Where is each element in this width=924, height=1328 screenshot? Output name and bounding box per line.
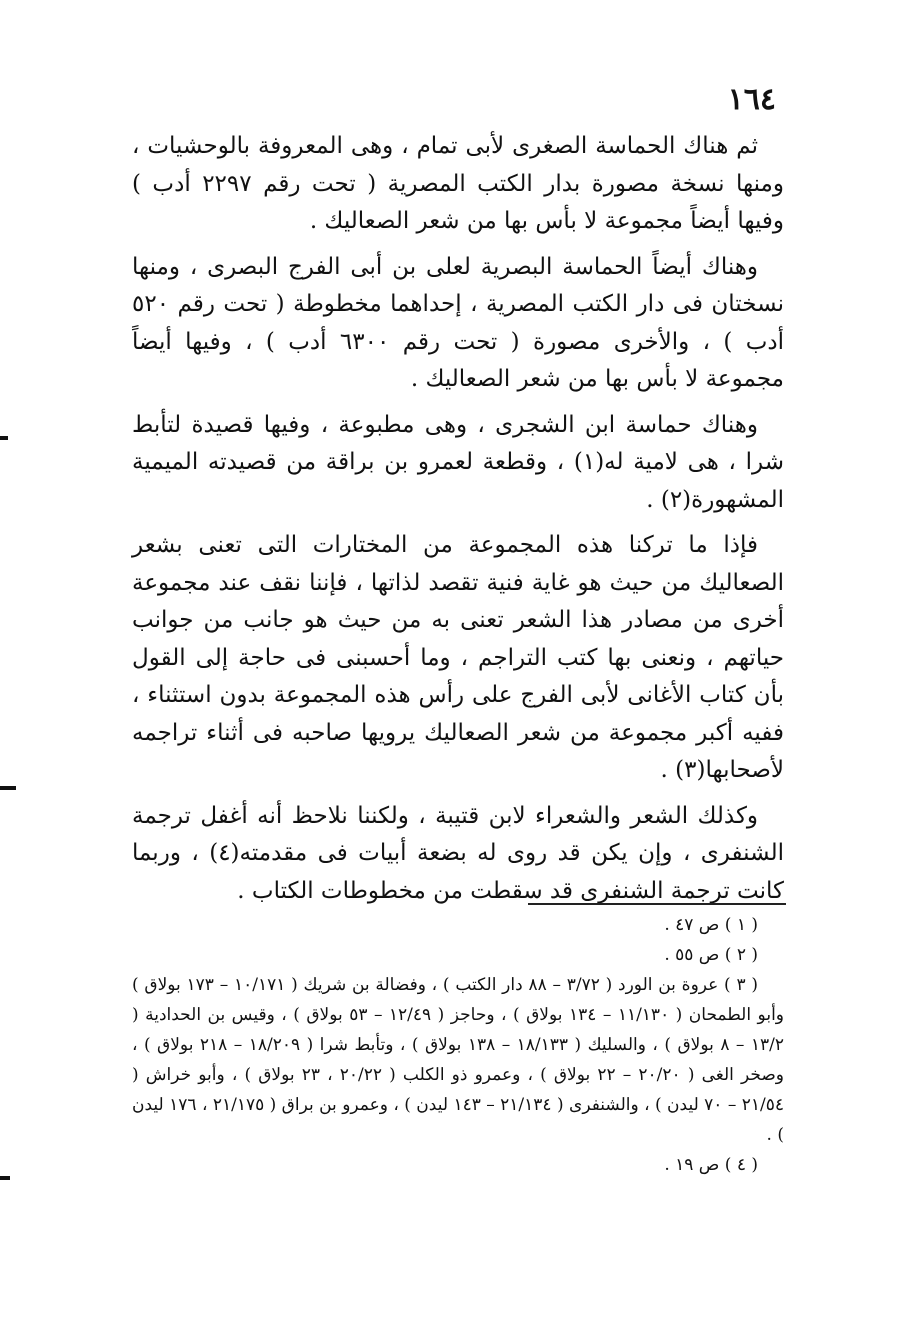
main-text <box>132 128 784 918</box>
page-number: ١٦٤ <box>727 82 776 117</box>
footnote-1: ( ١ ) ص ٤٧ . <box>664 915 758 935</box>
paragraph-1: ثم هناك الحماسة الصغرى لأبى تمام ، وهى المعروفة بالوحشيات ، ومنها نسخة مصورة بدار الكتب المصرية ( تحت رقم ٢٢٩٧ أدب ) وفيها أيضاً مجموعة لا بأس بها من شعر الصعاليك . <box>132 133 784 234</box>
footnote-separator <box>528 903 786 905</box>
footnote-2: ( ٢ ) ص ٥٥ . <box>664 945 758 965</box>
footnote-3: ( ٣ ) عروة بن الورد ( ٣/٧٢ – ٨٨ دار الكتب ) ، وفضالة بن شريك ( ١٠/١٧١ – ١٧٣ بولاق ) وأبو الطمحان ( ١١/١٣٠ – ١٣٤ بولاق ) ، وحاجز ( ١٢/٤٩ – ٥٣ بولاق ) ، وقيس بن الحدادية ( ١٣/٢ – ٨ بولاق ) ، والسليك ( ١٨/١٣٣ – ١٣٨ بولاق ) ، وتأبط شرا ( ١٨/٢٠٩ – ٢١٨ بولاق ) ، وصخر الغى ( ٢٠/٢٠ – ٢٢ بولاق ) ، وعمرو ذو الكلب ( ٢٠/٢٢ ، ٢٣ بولاق ) ، وأبو خراش ( ٢١/٥٤ – ٧٠ ليدن ) ، والشنفرى ( ٢١/١٣٤ – ١٤٣ ليدن ) ، وعمرو بن براق ( ٢١/١٧٥ ، ١٧٦ ليدن ) . <box>132 975 785 1145</box>
footnotes <box>132 910 784 1180</box>
scan-edge-mark <box>0 1176 10 1180</box>
footnote-4: ( ٤ ) ص ١٩ . <box>664 1155 758 1175</box>
paragraph-3: وهناك حماسة ابن الشجرى ، وهى مطبوعة ، وفيها قصيدة لتأبط شرا ، هى لامية له(١) ، وقطعة لعمرو بن براقة من قصيدته الميمية المشهورة(٢) . <box>132 411 785 513</box>
paragraph-5: وكذلك الشعر والشعراء لابن قتيبة ، ولكننا نلاحظ أنه أغفل ترجمة الشنفرى ، وإن يكن قد روى له بضعة أبيات فى مقدمته(٤) ، وربما كانت ترجمة الشنفرى قد سقطت من مخطوطات الكتاب . <box>132 802 784 904</box>
scan-edge-mark <box>0 436 8 440</box>
scan-edge-mark <box>0 786 16 790</box>
paragraph-4: فإذا ما تركنا هذه المجموعة من المختارات التى تعنى بشعر الصعاليك من حيث هو غاية فنية تقصد لذاتها ، فإننا نقف عند مجموعة أخرى من مصادر هذا الشعر تعنى به من حيث هو جانب من جوانب حياتهم ، ونعنى بها كتب التراجم ، وما أحسبنى فى حاجة إلى القول بأن كتاب الأغانى لأبى الفرج على رأس هذه المجموعة بدون استثناء ، ففيه أكبر مجموعة من شعر الصعاليك يرويها صاحبه فى أثناء تراجمه لأصحابها(٣) . <box>132 532 784 783</box>
paragraph-2: وهناك أيضاً الحماسة البصرية لعلى بن أبى الفرج البصرى ، ومنها نسختان فى دار الكتب المصرية ، إحداهما مخطوطة ( تحت رقم ٥٢٠ أدب ) ، والأخرى مصورة ( تحت رقم ٦٣٠٠ أدب ) ، وفيها أيضاً مجموعة لا بأس بها من شعر الصعاليك . <box>132 253 784 392</box>
